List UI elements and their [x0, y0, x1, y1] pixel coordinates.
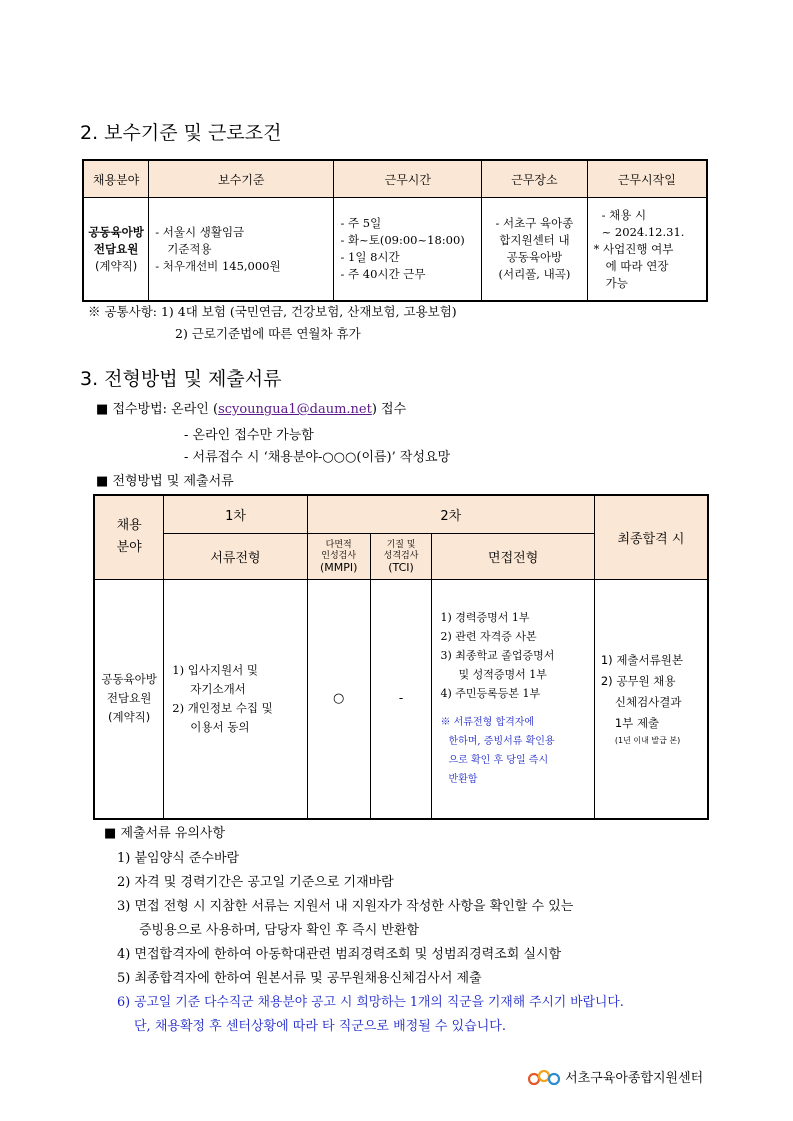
- apply-method: [96, 398, 406, 417]
- list-item: 1) 붙임양식 준수바람: [117, 851, 240, 866]
- field-line: 전담요원: [106, 691, 152, 706]
- section3-title: 3. 전형방법 및 제출서류: [80, 368, 282, 390]
- table-row: [83, 198, 707, 302]
- interview-line: 4) 주민등록등본 1부: [440, 687, 541, 701]
- final-line: 1부 제출: [614, 715, 660, 730]
- place-cell: [482, 198, 587, 302]
- list-item: 2) 자격 및 경력기간은 공고일 기준으로 기재바람: [117, 875, 394, 890]
- interview-note: [440, 713, 593, 789]
- interview-line: 3) 최종학교 졸업증명서: [440, 649, 555, 663]
- place-line: (서리풀, 내곡): [498, 267, 571, 281]
- field-line: (계약직): [94, 258, 138, 273]
- start-line: - 채용 시: [601, 207, 647, 222]
- pay-line: - 서울시 생활임금: [155, 224, 245, 239]
- method-label: 전형방법 및 제출서류: [112, 474, 234, 489]
- docs-line: 2) 개인정보 수집 및: [172, 700, 273, 715]
- interview-line: 1) 경력증명서 1부: [440, 611, 530, 625]
- pay-line: 기준적용: [167, 241, 212, 256]
- col-field: [94, 495, 164, 579]
- col-tci: [370, 533, 432, 579]
- interview-note-line: ※ 서류전형 합격자에: [440, 717, 535, 729]
- notes-heading: [104, 822, 225, 841]
- field-line: 공동육아방: [88, 224, 144, 239]
- final-cell: [594, 579, 708, 819]
- pay-cell: [149, 198, 334, 302]
- interview-line: 2) 관련 자격증 사본: [440, 630, 537, 644]
- interview-line: 및 성적증명서 1부: [458, 668, 547, 682]
- square-bullet-icon: ■: [96, 474, 109, 489]
- tci-line: 기질 및: [386, 539, 416, 550]
- selection-table: [93, 494, 709, 820]
- field-line: (계약직): [107, 710, 151, 725]
- col-interview: 면접전형: [432, 533, 594, 579]
- interview-note-line: 한하며, 증빙서류 확인용: [448, 736, 555, 748]
- interview-cell: [432, 579, 594, 819]
- table-row: [94, 579, 708, 819]
- list-item: 5) 최종합격자에 한하여 원본서류 및 공무원채용신체검사서 제출: [117, 971, 482, 986]
- apply-email-link[interactable]: scyoungua1@daum.net: [218, 402, 372, 417]
- col-hours: 근무시간: [334, 160, 482, 198]
- col-field-line: 분야: [116, 540, 142, 556]
- list-item: 6) 공고일 기준 다수직군 채용분야 공고 시 희망하는 1개의 직군을 기재해 주시기 바랍니다.: [117, 995, 624, 1010]
- notes-title: 제출서류 유의사항: [120, 826, 226, 841]
- place-line: 합지원센터 내: [499, 233, 570, 247]
- list-item: 3) 면접 전형 시 지참한 서류는 지원서 내 지원자가 작성한 사항을 확인할 수 있는: [117, 899, 574, 914]
- method-heading: [96, 470, 234, 489]
- hours-cell: [334, 198, 482, 302]
- col-stage1: 1차: [164, 495, 308, 533]
- col-start: 근무시작일: [587, 160, 707, 198]
- interview-note-line: 반환함: [448, 774, 478, 786]
- list-item: 증빙용으로 사용하며, 담당자 확인 후 즉시 반환함: [139, 923, 420, 938]
- table-header-row: [83, 160, 707, 198]
- pay-conditions-table: [82, 159, 708, 302]
- mmpi-cell: ○: [307, 579, 370, 819]
- list-item: 4) 면접합격자에 한하여 아동학대관련 범죄경력조회 및 성범죄경력조회 실시함: [117, 947, 562, 962]
- col-field: 채용분야: [83, 160, 149, 198]
- field-line: 공동육아방: [101, 672, 157, 687]
- tci-cell: -: [370, 579, 432, 819]
- start-line: 가능: [605, 275, 628, 290]
- hours-line: - 화~토(09:00~18:00): [340, 233, 465, 247]
- place-line: 공동육아방: [506, 250, 563, 264]
- place-line: - 서초구 육아종: [495, 216, 574, 230]
- start-line: 에 따라 연장: [605, 258, 669, 273]
- square-bullet-icon: ■: [96, 402, 109, 417]
- apply-sub-2: - 서류접수 시 ‘채용분야-○○○(이름)’ 작성요망: [184, 450, 451, 465]
- hours-line: - 주 5일: [340, 216, 382, 230]
- tci-line: (TCI): [388, 560, 414, 574]
- col-final: 최종합격 시: [594, 495, 708, 579]
- docs-line: 이용서 동의: [190, 719, 250, 734]
- start-cell: [587, 198, 707, 302]
- pay-line: - 처우개선비 145,000원: [155, 258, 281, 273]
- field-line: 전담요원: [93, 241, 139, 256]
- common-note-1: ※ 공통사항: 1) 4대 보험 (국민연금, 건강보험, 산재보험, 고용보험): [88, 304, 457, 319]
- col-field-line: 채용: [116, 518, 142, 534]
- col-stage2: 2차: [307, 495, 594, 533]
- docs-line: 자기소개서: [190, 681, 246, 696]
- final-line: 1) 제출서류원본: [600, 652, 683, 667]
- col-mmpi: [307, 533, 370, 579]
- field-cell: [94, 579, 164, 819]
- col-place: 근무장소: [482, 160, 587, 198]
- hours-line: - 주 40시간 근무: [340, 267, 426, 281]
- start-line: * 사업진행 여부: [593, 241, 674, 256]
- common-note-2: 2) 근로기준법에 따른 연월차 휴가: [175, 326, 361, 341]
- mmpi-line: (MMPI): [319, 560, 358, 574]
- final-line: 2) 공무원 채용: [600, 673, 676, 688]
- hours-line: - 1일 8시간: [340, 250, 400, 264]
- org-name: 서초구육아종합지원센터: [565, 1071, 704, 1086]
- col-pay: 보수기준: [149, 160, 334, 198]
- field-cell: [83, 198, 149, 302]
- square-bullet-icon: ■: [104, 826, 117, 841]
- list-item: 단, 채용확정 후 센터상황에 따라 타 직군으로 배정될 수 있습니다.: [134, 1019, 506, 1034]
- start-line: ~ 2024.12.31.: [601, 224, 685, 239]
- docs-line: 1) 입사지원서 및: [172, 662, 259, 677]
- interview-note-line: 으로 확인 후 당일 즉시: [448, 755, 549, 767]
- docs-cell: [164, 579, 308, 819]
- apply-suffix: ) 접수: [371, 402, 407, 417]
- final-note: (1년 이내 발급 본): [614, 735, 681, 745]
- mmpi-line: 다면적: [325, 539, 352, 550]
- apply-sub-1: - 온라인 접수만 가능함: [184, 428, 314, 443]
- apply-label: 접수방법: 온라인 (: [112, 402, 219, 417]
- table-header-row: [94, 495, 708, 533]
- col-doc-review: 서류전형: [164, 533, 308, 579]
- final-line: 신체검사결과: [614, 694, 682, 709]
- section2-title: 2. 보수기준 및 근로조건: [80, 122, 282, 144]
- tci-line: 성격검사: [383, 550, 419, 561]
- footer-org: [528, 1066, 703, 1087]
- org-logo-icon: [528, 1067, 560, 1087]
- mmpi-line: 인성검사: [321, 550, 357, 561]
